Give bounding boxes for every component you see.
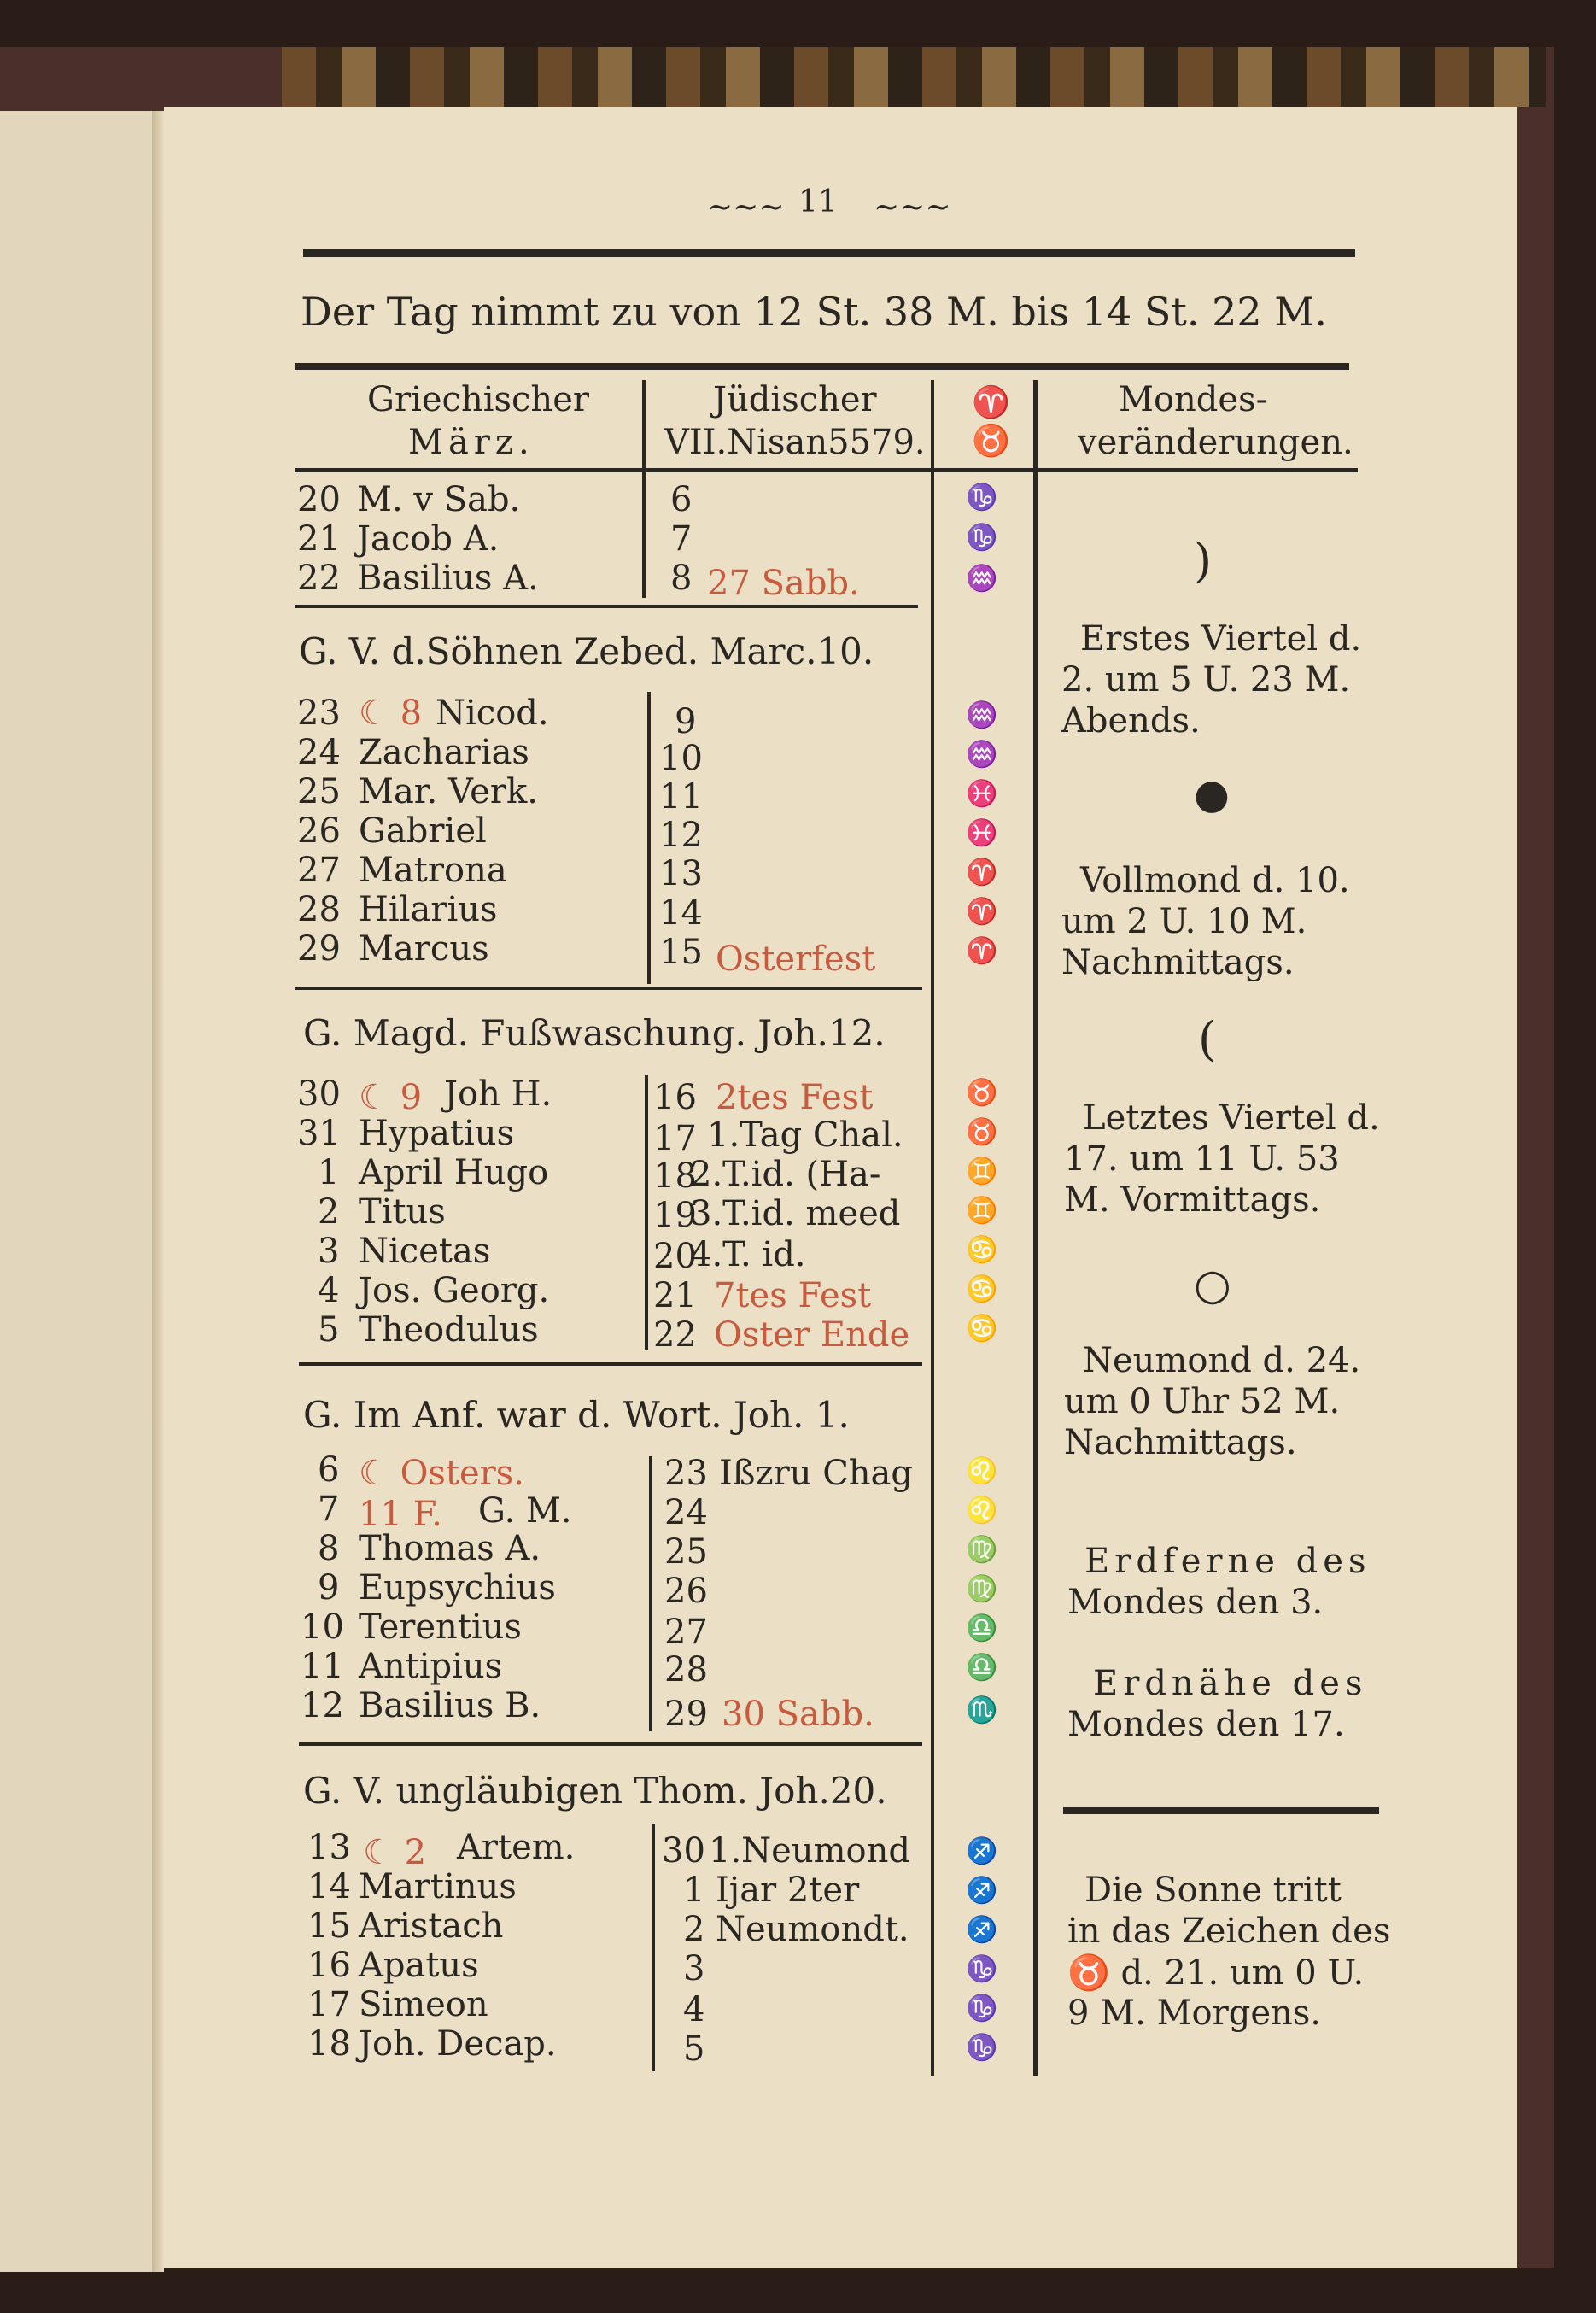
- day-number: 3: [318, 1232, 340, 1271]
- jewish-day: 28: [664, 1650, 708, 1689]
- day-number: 4: [318, 1271, 340, 1310]
- jewish-feast: 27 Sabb.: [707, 564, 860, 603]
- saint-name: Matrona: [359, 851, 507, 890]
- jewish-day: 9: [675, 702, 697, 741]
- saint-name: Titus: [359, 1192, 446, 1232]
- jewish-day: 8: [670, 559, 693, 598]
- jewish-day: 10: [659, 739, 703, 778]
- zodiac-sign-icon: ♓: [966, 779, 998, 809]
- book-edge: [282, 47, 1546, 107]
- zodiac-sign-icon: ♒: [966, 700, 998, 730]
- jewish-month-name: VII.Nisan5579.: [664, 423, 926, 462]
- jewish-feast: Oster Ende: [714, 1315, 910, 1355]
- page-number: 11: [798, 184, 838, 220]
- feast-mark: ☾ Osters.: [359, 1454, 525, 1493]
- moon-phase-text: Abends.: [1061, 701, 1201, 741]
- jewish-feast: 2tes Fest: [716, 1078, 874, 1117]
- zodiac-sign-icon: ♋: [966, 1314, 998, 1344]
- perigee-text: Mondes den 17.: [1067, 1705, 1345, 1744]
- zodiac-sign-icon: ♍: [966, 1574, 998, 1604]
- jewish-feast: Neumondt.: [716, 1910, 909, 1949]
- column-divider: [645, 1075, 648, 1350]
- saint-name: April Hugo: [359, 1153, 549, 1192]
- jewish-feast: 2.T.id. (Ha-: [690, 1155, 881, 1194]
- zodiac-sign-icon: ♐: [966, 1876, 998, 1906]
- zodiac-sign-icon: ♍: [966, 1535, 998, 1565]
- jewish-day: 13: [659, 854, 703, 893]
- gospel-heading: G. Im Anf. war d. Wort. Joh. 1.: [303, 1394, 850, 1436]
- day-number: 20: [297, 480, 341, 519]
- page-number-ornament: ~~~: [874, 190, 951, 225]
- gutter: [152, 111, 164, 2272]
- left-page: [0, 111, 152, 2272]
- gospel-heading: G. V. d.Söhnen Zebed. Marc.10.: [299, 630, 874, 672]
- jewish-day: 2: [683, 1910, 705, 1949]
- jewish-day: 30: [662, 1831, 705, 1871]
- day-number: 14: [307, 1867, 351, 1906]
- zodiac-sign-icon: ♊: [966, 1196, 998, 1226]
- jewish-day: 15: [659, 933, 703, 972]
- jewish-day: 29: [664, 1695, 708, 1734]
- moon-phase-mark: ☾ 8: [359, 694, 423, 733]
- saint-name: Theodulus: [359, 1310, 539, 1350]
- zodiac-sign-icon: ♑: [966, 1954, 998, 1984]
- moon-header-2: veränderungen.: [1078, 423, 1353, 462]
- moon-phase-text: Nachmittags.: [1064, 1423, 1297, 1462]
- page-number-ornament: ~~~: [707, 190, 785, 225]
- header-rule: [295, 363, 1349, 370]
- saint-name: M. v Sab.: [357, 480, 521, 519]
- column-header-rule: [295, 468, 1358, 472]
- sun-sign-text: in das Zeichen des: [1067, 1912, 1391, 1951]
- day-number: 25: [297, 772, 341, 811]
- saint-name: Basilius B.: [359, 1686, 541, 1725]
- column-divider: [1033, 380, 1038, 2076]
- day-number: 6: [318, 1450, 340, 1490]
- saint-name: Terentius: [359, 1607, 522, 1647]
- jewish-day: 21: [653, 1276, 697, 1315]
- saint-name: Nicetas: [359, 1232, 491, 1271]
- moon-header: Mondes-: [1119, 380, 1268, 419]
- moon-phase-text: M. Vormittags.: [1064, 1180, 1321, 1220]
- sun-sign-text: Die Sonne tritt: [1084, 1871, 1342, 1910]
- day-number: 12: [301, 1686, 344, 1725]
- zodiac-sign-icon: ♎: [966, 1653, 998, 1683]
- saint-name: Simeon: [359, 1985, 488, 2024]
- moon-sun-rule: [1063, 1807, 1379, 1814]
- saint-name: Nicod.: [436, 694, 549, 733]
- column-divider: [652, 1824, 655, 2071]
- zodiac-sign-icon: ♈: [966, 936, 998, 966]
- zodiac-sign-icon: ♐: [966, 1915, 998, 1945]
- jewish-day: 6: [670, 480, 693, 519]
- moon-phase-text: Vollmond d. 10.: [1080, 861, 1350, 900]
- jewish-day: 4: [683, 1990, 705, 2029]
- zodiac-sign-icon: ♏: [966, 1695, 998, 1725]
- saint-name: Mar. Verk.: [359, 772, 538, 811]
- top-rule: [303, 249, 1355, 257]
- saint-name: Thomas A.: [359, 1529, 541, 1568]
- jewish-feast: 1.Neumond: [709, 1831, 910, 1871]
- saint-name: Jos. Georg.: [359, 1271, 550, 1310]
- moon-phase-text: 17. um 11 U. 53: [1064, 1139, 1340, 1179]
- jewish-day: 17: [653, 1119, 697, 1158]
- zodiac-sign-icon: ♐: [966, 1836, 998, 1866]
- jewish-feast: 4.T. id.: [690, 1235, 806, 1274]
- moon-phase-mark: ☾ 2: [363, 1833, 427, 1872]
- apogee-text: Mondes den 3.: [1067, 1583, 1324, 1622]
- zodiac-sign-icon: ♈: [966, 897, 998, 927]
- day-number: 26: [297, 811, 341, 851]
- jewish-day: 25: [664, 1532, 708, 1572]
- day-number: 8: [318, 1529, 340, 1568]
- jewish-day: 7: [670, 519, 693, 559]
- gospel-heading: G. V. ungläubigen Thom. Joh.20.: [303, 1770, 887, 1812]
- zodiac-sign-icon: ♓: [966, 818, 998, 848]
- perigee-text: Erdnähe des: [1093, 1664, 1368, 1703]
- saint-name: Joh. Decap.: [359, 2024, 557, 2064]
- column-divider: [649, 1456, 652, 1731]
- moon-phase-text: Letztes Viertel d.: [1083, 1098, 1380, 1138]
- day-number: 17: [307, 1985, 351, 2024]
- day-number: 10: [301, 1607, 344, 1647]
- day-number: 16: [307, 1946, 351, 1985]
- saint-name: Marcus: [359, 929, 489, 969]
- jewish-feast: 1.Tag Chal.: [707, 1116, 903, 1155]
- jewish-day: 11: [659, 777, 703, 817]
- jewish-day: 5: [683, 2029, 705, 2069]
- jewish-day: 24: [664, 1493, 708, 1532]
- jewish-feast: Osterfest: [716, 940, 876, 979]
- day-number: 15: [307, 1906, 351, 1946]
- section-rule: [299, 1742, 922, 1746]
- column-sign-icon: ♉: [972, 424, 1010, 459]
- saint-name: Basilius A.: [357, 559, 539, 598]
- zodiac-sign-icon: ♋: [966, 1274, 998, 1304]
- jewish-day: 3: [683, 1949, 705, 1988]
- zodiac-sign-icon: ♑: [966, 523, 998, 553]
- section-rule: [295, 605, 918, 608]
- jewish-feast: 30 Sabb.: [722, 1695, 874, 1734]
- saint-name: Joh H.: [444, 1075, 552, 1114]
- saint-name: Zacharias: [359, 733, 529, 772]
- day-number: 2: [318, 1192, 340, 1232]
- saint-name: Antipius: [359, 1647, 503, 1686]
- jewish-day: 19: [653, 1196, 697, 1235]
- saint-name: Hilarius: [359, 890, 498, 929]
- section-rule: [295, 987, 922, 990]
- saint-name: Hypatius: [359, 1114, 515, 1153]
- day-number: 30: [297, 1075, 341, 1114]
- saint-name: Aristach: [359, 1906, 504, 1946]
- day-number: 29: [297, 929, 341, 969]
- column-divider: [642, 380, 646, 598]
- day-length-line: Der Tag nimmt zu von 12 St. 38 M. bis 14 St. 22 M.: [301, 289, 1327, 335]
- saint-name: Gabriel: [359, 811, 487, 851]
- zodiac-sign-icon: ♒: [966, 740, 998, 770]
- moon-phase-text: Erstes Viertel d.: [1080, 619, 1362, 659]
- saint-name: G. M.: [478, 1491, 572, 1531]
- last-quarter-icon: (: [1198, 1012, 1217, 1066]
- sun-sign-text: 9 M. Morgens.: [1067, 1994, 1321, 2033]
- saint-name: Martinus: [359, 1867, 517, 1906]
- moon-phase-text: um 2 U. 10 M.: [1061, 902, 1307, 941]
- zodiac-sign-icon: ♎: [966, 1613, 998, 1643]
- jewish-feast: 3.T.id. meed: [690, 1194, 901, 1233]
- zodiac-sign-icon: ♉: [966, 1078, 998, 1108]
- day-number: 28: [297, 890, 341, 929]
- saint-name: Artem.: [457, 1828, 576, 1867]
- day-number: 7: [318, 1490, 340, 1529]
- zodiac-sign-icon: ♋: [966, 1235, 998, 1265]
- jewish-feast: Ijar 2ter: [716, 1871, 860, 1910]
- jewish-day: 14: [659, 893, 703, 933]
- zodiac-sign-icon: ♈: [966, 858, 998, 887]
- greek-month-name: März.: [408, 423, 535, 462]
- jewish-day: 27: [664, 1613, 708, 1652]
- zodiac-sign-icon: ♒: [966, 564, 998, 594]
- first-quarter-icon: ): [1194, 534, 1213, 588]
- gospel-heading: G. Magd. Fußwaschung. Joh.12.: [303, 1012, 886, 1054]
- feast-mark: 11 F.: [359, 1495, 442, 1534]
- moon-phase-text: Nachmittags.: [1061, 943, 1295, 982]
- day-number: 11: [301, 1647, 344, 1686]
- saint-name: Jacob A.: [357, 519, 500, 559]
- jewish-day: 23: [664, 1454, 708, 1493]
- jewish-day: 22: [653, 1315, 697, 1355]
- day-number: 24: [297, 733, 341, 772]
- day-number: 31: [297, 1114, 341, 1153]
- moon-phase-mark: ☾ 9: [359, 1078, 423, 1117]
- day-number: 9: [318, 1568, 340, 1607]
- jewish-day: 1: [683, 1871, 705, 1910]
- zodiac-sign-icon: ♌: [966, 1496, 998, 1525]
- greek-month-header: Griechischer: [367, 380, 589, 419]
- jewish-day: 20: [653, 1237, 697, 1276]
- jewish-day: 26: [664, 1572, 708, 1611]
- zodiac-sign-icon: ♑: [966, 2033, 998, 2063]
- column-divider: [647, 692, 651, 984]
- new-moon-icon: ○: [1194, 1260, 1231, 1309]
- jewish-day: 12: [659, 816, 703, 855]
- zodiac-sign-icon: ♑: [966, 483, 998, 512]
- zodiac-sign-icon: ♉: [966, 1117, 998, 1147]
- zodiac-sign-icon: ♌: [966, 1456, 998, 1486]
- moon-phase-text: Neumond d. 24.: [1083, 1341, 1361, 1380]
- jewish-month-header: Jüdischer: [713, 380, 877, 419]
- apogee-text: Erdferne des: [1084, 1542, 1371, 1581]
- sun-sign-text: ♉ d. 21. um 0 U.: [1067, 1953, 1365, 1993]
- zodiac-sign-icon: ♊: [966, 1156, 998, 1186]
- saint-name: Eupsychius: [359, 1568, 556, 1607]
- jewish-day: 18: [653, 1156, 697, 1196]
- day-number: 5: [318, 1310, 340, 1350]
- day-number: 23: [297, 694, 341, 733]
- jewish-feast: 7tes Fest: [714, 1276, 872, 1315]
- day-number: 1: [318, 1153, 340, 1192]
- section-rule: [299, 1362, 922, 1366]
- day-number: 22: [297, 559, 341, 598]
- day-number: 21: [297, 519, 341, 559]
- moon-phase-text: um 0 Uhr 52 M.: [1064, 1382, 1341, 1421]
- full-moon-icon: ●: [1194, 770, 1230, 818]
- saint-name: Apatus: [359, 1946, 479, 1985]
- jewish-feast: Ißzru Chag: [719, 1454, 914, 1493]
- day-number: 27: [297, 851, 341, 890]
- jewish-day: 16: [653, 1078, 697, 1117]
- column-sign-icon: ♈: [972, 385, 1010, 420]
- moon-phase-text: 2. um 5 U. 23 M.: [1061, 660, 1351, 700]
- zodiac-sign-icon: ♑: [966, 1994, 998, 2023]
- day-number: 13: [307, 1828, 351, 1867]
- day-number: 18: [307, 2024, 351, 2064]
- column-divider: [931, 380, 934, 2076]
